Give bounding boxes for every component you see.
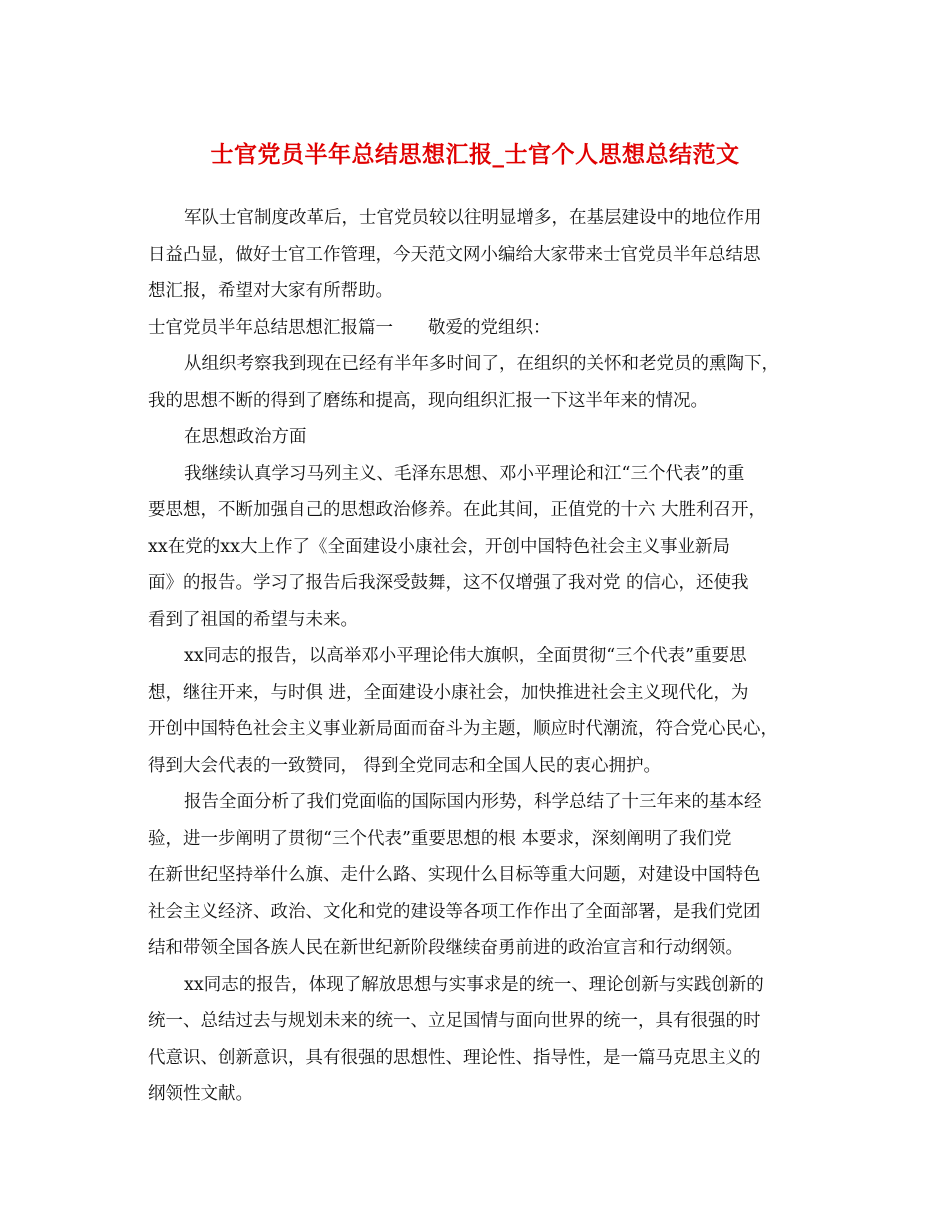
document-title: 士官党员半年总结思想汇报_士官个人思想总结范文 — [210, 141, 740, 168]
text-line: xx同志的报告，以高举邓小平理论伟大旗帜，全面贯彻“三个代表”重要思 — [184, 646, 747, 666]
text-line: 看到了祖国的希望与未来。 — [148, 609, 358, 630]
text-line: 得到大会代表的一致赞同， 得到全党同志和全国人民的衷心拥护。 — [148, 755, 662, 776]
text-line: 验，进一步阐明了贯彻“三个代表”重要思想的根 本要求，深刻阐明了我们党 — [148, 828, 732, 849]
text-line: 我的思想不断的得到了磨练和提高，现向组织汇报一下这半年来的情况。 — [148, 390, 708, 411]
text-line: 代意识、创新意识，具有很强的思想性、理论性、指导性，是一篇马克思主义的 — [148, 1047, 761, 1068]
text-line: 报告全面分析了我们党面临的国际国内形势，科学总结了十三年来的基本经 — [184, 792, 762, 812]
text-line: 想，继往开来，与时俱 进，全面建设小康社会，加快推进社会主义现代化，为 — [148, 682, 749, 703]
text-line: 在思想政治方面 — [184, 427, 307, 447]
text-line: xx在党的xx大上作了《全面建设小康社会，开创中国特色社会主义事业新局 — [148, 536, 730, 557]
text-line: 社会主义经济、政治、文化和党的建设等各项工作作出了全面部署，是我们党团 — [148, 901, 761, 922]
text-line: 结和带领全国各族人民在新世纪新阶段继续奋勇前进的政治宣言和行动纲领。 — [148, 938, 743, 958]
text-line: 想汇报，希望对大家有所帮助。 — [148, 281, 393, 301]
text-line: 我继续认真学习马列主义、毛泽东思想、邓小平理论和江“三个代表”的重 — [184, 463, 745, 484]
text-line: 统一、总结过去与规划未来的统一、立足国情与面向世界的统一，具有很强的时 — [148, 1011, 761, 1031]
text-line: 面》的报告。学习了报告后我深受鼓舞，这不仅增强了我对党 的信心，还使我 — [148, 573, 749, 593]
text-line: 在新世纪坚持举什么旗、走什么路、实现什么目标等重大问题，对建设中国特色 — [148, 865, 761, 885]
text-line: 要思想，不断加强自己的思想政治修养。在此其间，正值党的十六 大胜利召开， — [148, 500, 767, 520]
text-line: 士官党员半年总结思想汇报篇一 敬爱的党组织： — [148, 317, 551, 338]
text-line: 从组织考察我到现在已经有半年多时间了，在组织的关怀和老党员的熏陶下， — [184, 354, 779, 374]
text-line: 军队士官制度改革后，士官党员较以往明显增多，在基层建设中的地位作用 — [184, 208, 762, 228]
document-body — [148, 200, 808, 1113]
text-line: xx同志的报告，体现了解放思想与实事求是的统一、理论创新与实践创新的 — [184, 974, 764, 995]
text-line: 纲领性文献。 — [148, 1084, 253, 1104]
text-line: 开创中国特色社会主义事业新局面而奋斗为主题，顺应时代潮流，符合党心民心， — [148, 719, 778, 739]
text-line: 日益凸显，做好士官工作管理，今天范文网小编给大家带来士官党员半年总结思 — [148, 244, 761, 265]
